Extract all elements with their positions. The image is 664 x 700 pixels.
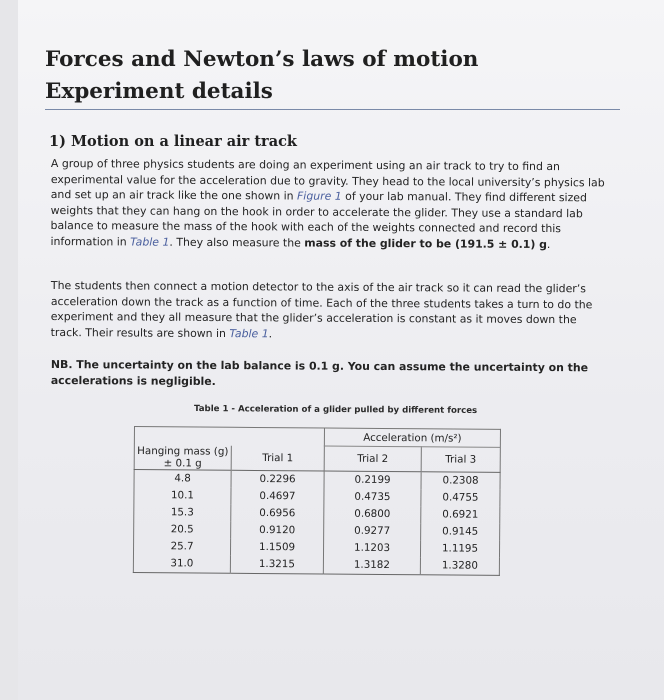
hanging-mass-cell: 10.1 — [134, 487, 231, 505]
trial-1-cell: 0.6956 — [231, 504, 324, 522]
title-divider — [45, 109, 620, 110]
acceleration-table — [133, 426, 501, 575]
acceleration-group-header: Acceleration (m/s²) — [324, 428, 500, 447]
trial-2-cell: 0.9277 — [324, 522, 421, 540]
trial-3-cell: 1.1195 — [420, 540, 499, 558]
trial-1-cell: 0.9120 — [231, 521, 324, 539]
trial-1-cell: 1.1509 — [230, 538, 323, 556]
hanging-mass-cell: 15.3 — [134, 504, 231, 522]
trial-3-header: Trial 3 — [421, 447, 500, 472]
intro-paragraph: A group of three physics students are doing an experiment using an air track to try to find an experimental value for the acceleration due to gravity. They head to the local university’s physics lab and set up an air track like the one shown in Figure 1 of your lab manual. They find different sized weights that they can hang on the hook in order to accelerate the glider. They use a standard lab balance to measure the mass of the hook with each of the weights connected and record this information in Table 1. They also measure the mass of the glider to be (191.5 ± 0.1) g. — [50, 156, 605, 252]
trial-3-cell: 0.6921 — [421, 506, 500, 524]
hanging-mass-cell: 31.0 — [133, 554, 230, 572]
hanging-mass-cell: 4.8 — [134, 469, 231, 487]
trial-2-cell: 1.1203 — [323, 539, 420, 557]
page-title — [45, 44, 585, 108]
trial-3-cell: 1.3280 — [420, 557, 499, 575]
section-heading: 1) Motion on a linear air track — [49, 133, 297, 150]
motion-detector-paragraph: The students then connect a motion detector to the axis of the air track so it can read the glider’s acceleration down the track as a function of time. Each of the three students takes a turn to do the experiment and they all measure that the glider’s acceleration is constant as it moves down the track. Their results are shown in Table 1. — [50, 278, 593, 341]
trial-2-cell: 1.3182 — [323, 556, 420, 574]
trial-2-cell: 0.4735 — [324, 488, 421, 506]
title-line-1: Forces and Newton’s laws of motion — [45, 47, 479, 72]
table-reference: Table 1 — [229, 326, 269, 341]
trial-3-cell: 0.2308 — [421, 471, 500, 489]
trial-2-header: Trial 2 — [324, 446, 421, 471]
trial-1-cell: 0.4697 — [231, 487, 324, 505]
trial-1-header: Trial 1 — [231, 445, 324, 470]
trial-1-cell: 1.3215 — [230, 555, 323, 573]
figure-reference: Figure 1 — [297, 189, 342, 203]
table-caption: Table 1 - Acceleration of a glider pulled by different forces — [193, 404, 478, 416]
mass-column-header: Hanging mass (g) ± 0.1 g — [134, 445, 231, 470]
table-row — [133, 554, 499, 574]
hanging-mass-cell: 20.5 — [134, 521, 231, 539]
glider-mass-text: mass of the glider to be (191.5 ± 0.1) g — [304, 236, 547, 251]
trial-3-cell: 0.9145 — [421, 523, 500, 541]
trial-2-cell: 0.2199 — [324, 470, 421, 488]
table-reference: Table 1 — [130, 235, 170, 249]
title-line-2: Experiment details — [45, 79, 273, 104]
trial-1-cell: 0.2296 — [231, 470, 324, 488]
trial-3-cell: 0.4755 — [421, 489, 500, 507]
hanging-mass-cell: 25.7 — [133, 538, 230, 556]
trial-2-cell: 0.6800 — [324, 505, 421, 523]
uncertainty-note: NB. The uncertainty on the lab balance is 0.1 g. You can assume the uncertainty on the accelerations is negligible. — [50, 357, 589, 388]
